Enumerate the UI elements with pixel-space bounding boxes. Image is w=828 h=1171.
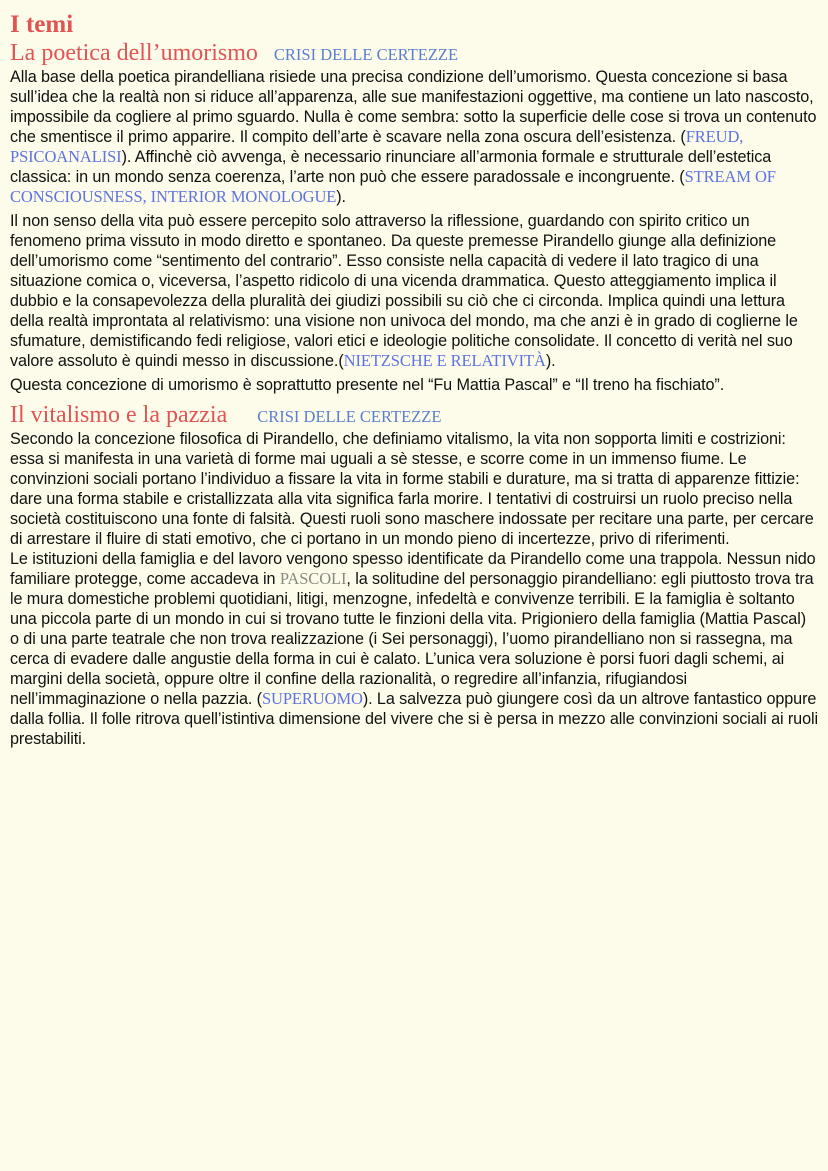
paragraph: Questa concezione di umorismo è soprattutto presente nel “Fu Mattia Pascal” e “Il treno ha fischiato”. — [10, 376, 725, 394]
paragraph: Le istituzioni della famiglia e del lavoro vengono spesso identificate da Pirandello come una trappola. Nessun nido familiare protegge, come accadeva in PASCOLI, la solitudine del personaggio pirandelliano: egli piuttosto trova tra le mura domestiche problemi quotidiani, litigi, menzogne, infedeltà e convivenze terribili. E la famiglia è soltanto una piccola parte di un mondo in cui si trovano tutte le finzioni della vita. Prigioniero della famiglia (Mattia Pascal) o di una parte teatrale che non trova realizzazione (i Sei personaggi), l’uomo pirandelliano non si rassegna, ma cerca di evadere dalle angustie della forma in cui è calato. L’unica vera soluzione è porsi fuori dagli schemi, ai margini della società, oppure oltre il confine della razionalità, o regredire all’infanzia, rifugiandosi nell’immaginazione o nella pazzia. (SUPERUOMO). La salvezza può giungere così da un altrove fantastico oppure dalla follia. Il folle ritrova quell’istintiva dimensione del vivere che si è persa in mezzo alle convinzioni sociali ai ruoli prestabiliti. — [10, 550, 818, 748]
reference-note: NIETZSCHE E RELATIVITÀ — [343, 351, 546, 370]
section-title: Il vitalismo e la pazzia — [10, 402, 228, 428]
reference-note: SUPERUOMO — [261, 689, 363, 708]
paragraph: Alla base della poetica pirandelliana risiede una precisa condizione dell’umorismo. Questa concezione si basa sull’idea che la realtà non si riduce all’apparenza, alle sue manifestazioni oggettive, ma contiene un lato nascosto, impossibile da cogliere al primo sguardo. Nulla è come sembra: sotto la superficie delle cose si trova un contenuto che smentisce il primo apparire. Il compito dell’arte è scavare nella zona oscura dell’esistenza. (FREUD, PSICOANALISI). Affinchè ciò avvenga, è necessario rinunciare all’armonia formale e strutturale dell’estetica classica: in un mondo senza coerenza, l’arte non può che essere paradossale e incongruente. (STREAM OF CONSCIOUSNESS, INTERIOR MONOLOGUE). — [10, 68, 817, 206]
section-tag: CRISI DELLE CERTEZZE — [257, 407, 442, 426]
reference-note: STREAM OF CONSCIOUSNESS, INTERIOR MONOLOGUE — [10, 167, 776, 206]
reference-note: PASCOLI — [279, 569, 347, 588]
paragraph: Secondo la concezione filosofica di Pirandello, che definiamo vitalismo, la vita non sopporta limiti e costrizioni: essa si manifesta in una varietà di forme mai uguali a sè stesse, e scorre come in un immenso fiume. Le convinzioni sociali portano l’individuo a fissare la vita in forme stabili e durature, ma si tratta di apparenze fittizie: dare una forma stabile e cristallizzata alla vita significa farla morire. I tentativi di costruirsi un ruolo preciso nella società costituiscono una fonte di falsità. Questi ruoli sono maschere indossate per recitare una parte, per cercare di arrestare il fluire di stati emotivo, che ci portano in un mondo pieno di incertezze, privo di riferimenti. — [10, 430, 814, 548]
page-title: I temi — [10, 11, 74, 38]
section-tag: CRISI DELLE CERTEZZE — [273, 45, 459, 64]
section-header-umorismo — [10, 39, 818, 67]
paragraph: Il non senso della vita può essere percepito solo attraverso la riflessione, guardando con spirito critico un fenomeno prima vissuto in modo diretto e spontaneo. Da queste premesse Pirandello giunge alla definizione dell’umorismo come “sentimento del contrario”. Esso consiste nella capacità di vedere il lato tragico di una situazione comica o, viceversa, l’aspetto ridicolo di una vicenda drammatica. Questo atteggiamento implica il dubbio e la consapevolezza della pluralità dei giudizi possibili su ciò che ci circonda. Implica quindi una lettura della realtà improntata al relativismo: una visione non univoca del mondo, ma che anzi è in grado di coglierne le sfumature, demistificando fedi religiose, valori etici e ideologie politiche consolidate. Il concetto di verità nel suo valore assoluto è quindi messo in discussione.(NIETZSCHE E RELATIVITÀ). — [10, 212, 798, 370]
section-title: La poetica dell’umorismo — [10, 40, 258, 66]
reference-note: FREUD, PSICOANALISI — [10, 127, 744, 166]
section-header-vitalismo — [10, 401, 818, 429]
